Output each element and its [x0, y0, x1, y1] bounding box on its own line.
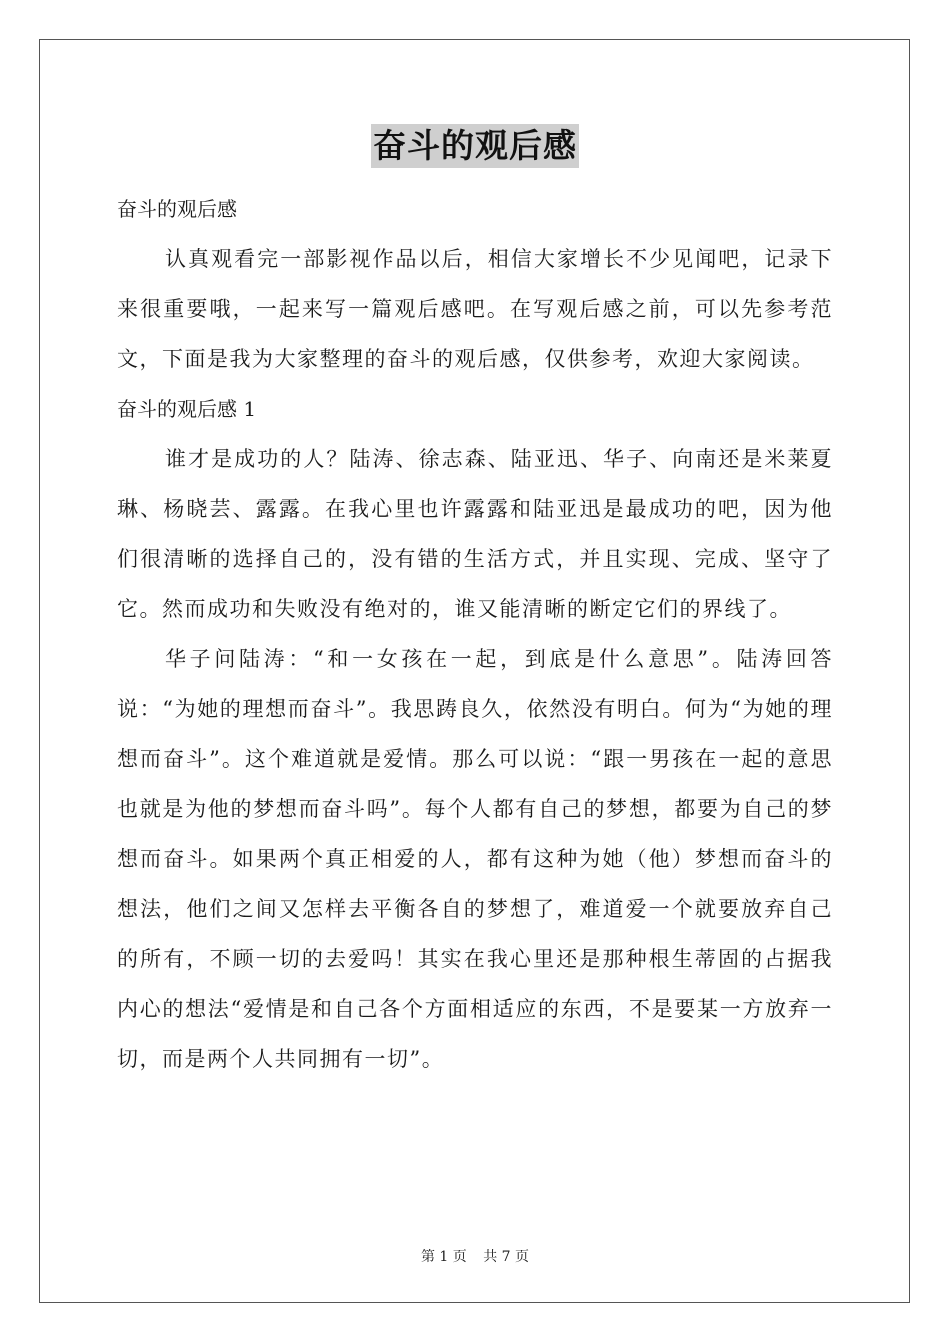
intro-paragraph: 认真观看完一部影视作品以后，相信大家增长不少见闻吧，记录下来很重要哦，一起来写一篇观后感吧。在写观后感之前，可以先参考范文，下面是我为大家整理的奋斗的观后感，仅供参考，欢迎大家阅读。 — [117, 247, 833, 371]
document-title: 奋斗的观后感 — [371, 124, 579, 168]
title-wrap — [117, 124, 833, 172]
document-body — [117, 124, 833, 1084]
section-paragraph-1: 谁才是成功的人？陆涛、徐志森、陆亚迅、华子、向南还是米莱夏琳、杨晓芸、露露。在我心里也许露露和陆亚迅是最成功的吧，因为他们很清晰的选择自己的，没有错的生活方式，并且实现、完成、坚守了它。然而成功和失败没有绝对的，谁又能清晰的断定它们的界线了。 — [117, 447, 833, 621]
document-subtitle: 奋斗的观后感 — [117, 197, 237, 221]
page-number: 第 1 页 — [420, 1249, 467, 1265]
section-paragraph-2: 华子问陆涛：“和一女孩在一起，到底是什么意思”。陆涛回答说：“为她的理想而奋斗”。我思踌良久，依然没有明白。何为“为她的理想而奋斗”。这个难道就是爱情。那么可以说：“跟一男孩在一起的意思也就是为他的梦想而奋斗吗”。每个人都有自己的梦想，都要为自己的梦想而奋斗。如果两个真正相爱的人，都有这种为她（他）梦想而奋斗的想法，他们之间又怎样去平衡各自的梦想了，难道爱一个就要放弃自己的所有，不顾一切的去爱吗！其实在我心里还是那种根生蒂固的占据我内心的想法“爱情是和自己各个方面相适应的东西，不是要某一方放弃一切，而是两个人共同拥有一切”。 — [117, 647, 833, 1071]
page-total: 共 7 页 — [483, 1249, 530, 1265]
section-heading: 奋斗的观后感 1 — [117, 397, 257, 421]
page-footer — [0, 1246, 950, 1266]
